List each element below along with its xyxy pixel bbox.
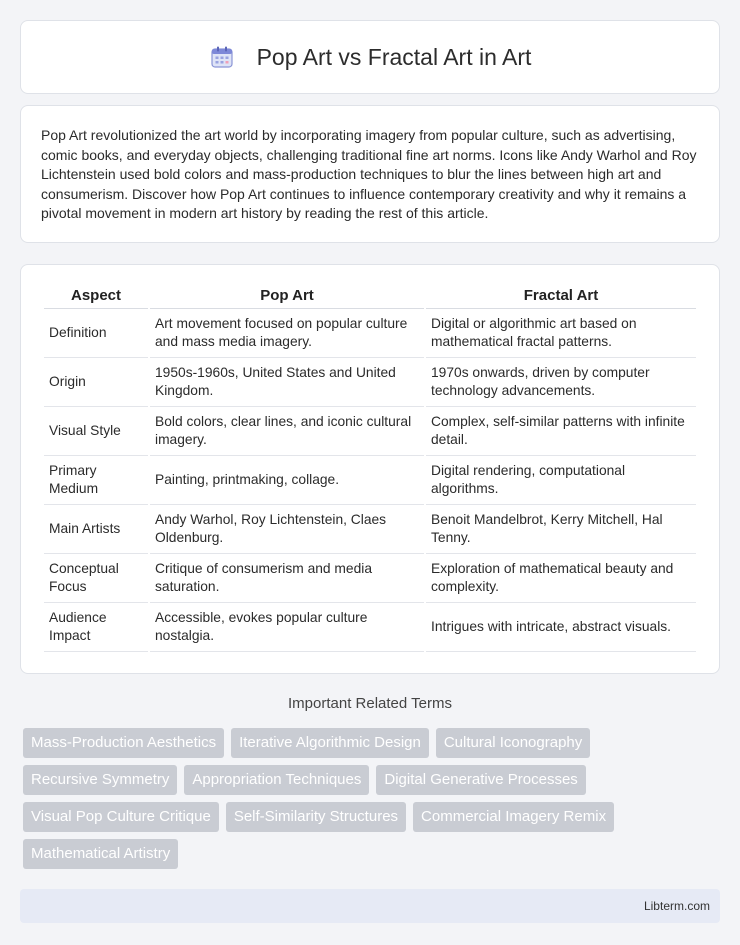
related-term-tag[interactable]: Digital Generative Processes — [376, 765, 585, 795]
row-aspect: Conceptual Focus — [44, 554, 148, 603]
column-header-fractal-art: Fractal Art — [426, 283, 696, 309]
row-fractal-art: Complex, self-similar patterns with infinite detail. — [426, 407, 696, 456]
row-fractal-art: Exploration of mathematical beauty and complexity. — [426, 554, 696, 603]
row-pop-art: 1950s-1960s, United States and United Kingdom. — [150, 358, 424, 407]
row-pop-art: Bold colors, clear lines, and iconic cultural imagery. — [150, 407, 424, 456]
row-aspect: Audience Impact — [44, 603, 148, 652]
related-term-tag[interactable]: Mathematical Artistry — [23, 839, 178, 869]
intro-card — [20, 105, 720, 243]
related-terms-list — [23, 728, 720, 876]
comparison-table-card — [20, 264, 720, 674]
table-row — [44, 603, 696, 652]
related-term-tag[interactable]: Visual Pop Culture Critique — [23, 802, 219, 832]
footer-site-link[interactable]: Libterm.com — [643, 899, 710, 913]
table-row — [44, 505, 696, 554]
related-term-tag[interactable]: Recursive Symmetry — [23, 765, 177, 795]
header-card — [20, 20, 720, 94]
table-row — [44, 358, 696, 407]
related-term-tag[interactable]: Self-Similarity Structures — [226, 802, 406, 832]
row-pop-art: Art movement focused on popular culture and mass media imagery. — [150, 309, 424, 358]
comparison-table — [42, 283, 698, 652]
row-fractal-art: Digital or algorithmic art based on mathematical fractal patterns. — [426, 309, 696, 358]
row-fractal-art: 1970s onwards, driven by computer technology advancements. — [426, 358, 696, 407]
related-term-tag[interactable]: Appropriation Techniques — [184, 765, 369, 795]
row-pop-art: Painting, printmaking, collage. — [150, 456, 424, 505]
table-row — [44, 456, 696, 505]
row-pop-art: Andy Warhol, Roy Lichtenstein, Claes Oldenburg. — [150, 505, 424, 554]
footer-bar — [20, 889, 720, 923]
related-term-tag[interactable]: Iterative Algorithmic Design — [231, 728, 429, 758]
calendar-icon — [209, 44, 235, 70]
table-header-row — [44, 283, 696, 309]
row-aspect: Visual Style — [44, 407, 148, 456]
related-term-tag[interactable]: Commercial Imagery Remix — [413, 802, 614, 832]
related-term-tag[interactable]: Cultural Iconography — [436, 728, 590, 758]
page-title: Pop Art vs Fractal Art in Art — [256, 43, 532, 70]
row-aspect: Origin — [44, 358, 148, 407]
column-header-pop-art: Pop Art — [150, 283, 424, 309]
related-term-tag[interactable]: Mass-Production Aesthetics — [23, 728, 224, 758]
row-aspect: Primary Medium — [44, 456, 148, 505]
table-row — [44, 407, 696, 456]
intro-paragraph: Pop Art revolutionized the art world by incorporating imagery from popular culture, such as advertising, comic books, and everyday objects, challenging traditional fine art norms. Icons like Andy Warhol and Roy Lichtenstein used bold colors and mass-production techniques to blur the lines between high art and consumerism. Discover how Pop Art continues to influence contemporary creativity and why it remains a pivotal movement in modern art history by reading the rest of this article. — [41, 127, 697, 222]
row-pop-art: Accessible, evokes popular culture nostalgia. — [150, 603, 424, 652]
row-pop-art: Critique of consumerism and media saturation. — [150, 554, 424, 603]
column-header-aspect: Aspect — [44, 283, 148, 309]
row-aspect: Main Artists — [44, 505, 148, 554]
related-terms-heading: Important Related Terms — [288, 695, 452, 712]
row-fractal-art: Digital rendering, computational algorithms. — [426, 456, 696, 505]
row-fractal-art: Intrigues with intricate, abstract visuals. — [426, 603, 696, 652]
table-row — [44, 554, 696, 603]
row-aspect: Definition — [44, 309, 148, 358]
row-fractal-art: Benoit Mandelbrot, Kerry Mitchell, Hal Tenny. — [426, 505, 696, 554]
table-row — [44, 309, 696, 358]
